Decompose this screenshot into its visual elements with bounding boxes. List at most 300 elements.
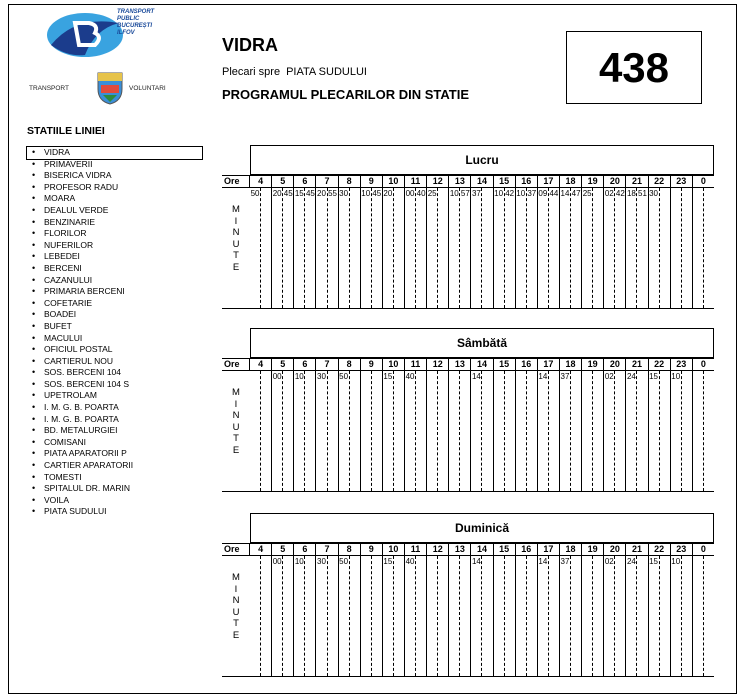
hour-cell: 17 <box>538 359 560 370</box>
departure-minute: 14 <box>560 189 570 198</box>
hour-minutes-column <box>272 556 294 676</box>
departure-minute: 25 <box>582 189 592 198</box>
minutes-subcolumn <box>350 556 360 676</box>
minutes-subcolumn <box>527 371 537 491</box>
hour-minutes-column <box>471 556 493 676</box>
schedule-day-header: Lucru <box>250 145 714 175</box>
minutes-label <box>222 188 250 308</box>
hour-cell: 21 <box>626 359 648 370</box>
departure-minute: 40 <box>405 372 415 381</box>
minutes-subcolumn <box>538 188 549 308</box>
minutes-subcolumn <box>660 371 670 491</box>
hour-minutes-column <box>671 371 693 491</box>
hour-minutes-column <box>316 188 338 308</box>
departure-minute: 37 <box>560 557 570 566</box>
departure-minute: 14 <box>538 557 548 566</box>
hours-row <box>222 175 714 188</box>
hour-cell: 12 <box>427 544 449 555</box>
minutes-subcolumn <box>471 188 482 308</box>
departure-minute: 50 <box>339 557 349 566</box>
station-item: • BOADEI <box>27 309 202 321</box>
minutes-subcolumn <box>272 371 283 491</box>
station-item: • LEBEDEI <box>27 251 202 263</box>
program-title: PROGRAMUL PLECARILOR DIN STATIE <box>222 87 469 102</box>
minutes-subcolumn <box>527 556 537 676</box>
station-item: • OFICIUL POSTAL <box>27 344 202 356</box>
logo-voluntari-text: VOLUNTARI <box>129 85 166 92</box>
minutes-subcolumn <box>626 371 637 491</box>
hour-minutes-column <box>582 556 604 676</box>
hour-minutes-column <box>405 371 427 491</box>
departure-minute: 37 <box>560 372 570 381</box>
hour-minutes-column <box>693 556 714 676</box>
departure-minute: 50 <box>339 372 349 381</box>
minutes-subcolumn <box>571 556 581 676</box>
minutes-subcolumn <box>626 188 637 308</box>
minutes-subcolumn <box>571 371 581 491</box>
minutes-subcolumn <box>671 556 682 676</box>
hour-cell: 22 <box>649 176 671 187</box>
minutes-label-letter: U <box>232 421 240 433</box>
minutes-subcolumn <box>394 188 404 308</box>
departure-minute: 00 <box>272 557 282 566</box>
minutes-subcolumn <box>460 188 470 308</box>
hour-cell: 12 <box>427 359 449 370</box>
station-item: • VIDRA <box>27 147 202 159</box>
station-item: • BD. METALURGIEI <box>27 425 202 437</box>
minutes-subcolumn <box>449 556 460 676</box>
schedule-day-header: Duminică <box>250 513 714 543</box>
hour-minutes-column <box>339 188 361 308</box>
hour-minutes-column <box>383 556 405 676</box>
hour-cell: 6 <box>294 176 316 187</box>
departure-minute: 24 <box>626 372 636 381</box>
minutes-subcolumn <box>494 556 505 676</box>
minutes-label-letter: M <box>232 387 240 398</box>
minutes-subcolumn <box>305 556 315 676</box>
minutes-subcolumn <box>582 556 593 676</box>
station-item: • PIATA SUDULUI <box>27 506 202 518</box>
departure-minute: 02 <box>604 372 614 381</box>
departure-minute: 14 <box>471 557 481 566</box>
minutes-subcolumn <box>482 371 492 491</box>
minutes-label <box>222 556 250 676</box>
company-logo <box>29 9 189 109</box>
hour-cell: 6 <box>294 544 316 555</box>
minutes-subcolumn <box>516 556 527 676</box>
minutes-label-letter: E <box>232 261 240 273</box>
hour-minutes-column <box>560 556 582 676</box>
minutes-label-letter: T <box>233 433 239 444</box>
hour-cell: 20 <box>604 544 626 555</box>
minutes-subcolumn <box>383 556 394 676</box>
departure-minute: 57 <box>460 189 470 198</box>
departure-minute: 37 <box>471 189 481 198</box>
minutes-subcolumn <box>582 371 593 491</box>
minutes-label-letter: I <box>234 583 238 595</box>
hour-cell: 19 <box>582 176 604 187</box>
departure-minute: 30 <box>317 557 326 566</box>
minutes-subcolumn <box>361 371 372 491</box>
station-item: • MACULUI <box>27 333 202 345</box>
hour-cell: 4 <box>250 544 272 555</box>
minutes-subcolumn <box>283 556 293 676</box>
stations-title: STATIILE LINIEI <box>27 125 105 137</box>
hour-cell: 13 <box>449 176 471 187</box>
hour-cell: 10 <box>383 359 405 370</box>
minutes-label-letter: N <box>232 410 240 421</box>
minutes-subcolumn <box>460 371 470 491</box>
station-item: • PIATA APARATORII P <box>27 448 202 460</box>
departure-minute: 00 <box>405 189 415 198</box>
hour-cell: 12 <box>427 176 449 187</box>
departure-minute: 42 <box>615 189 625 198</box>
hour-minutes-column <box>449 188 471 308</box>
minutes-subcolumn <box>516 371 527 491</box>
hour-cell: 8 <box>339 176 361 187</box>
hour-minutes-column <box>494 556 516 676</box>
minutes-label-letter: M <box>232 572 240 583</box>
hour-minutes-column <box>449 556 471 676</box>
minutes-subcolumn <box>649 556 660 676</box>
minutes-subcolumn <box>516 188 527 308</box>
hour-cell: 22 <box>649 359 671 370</box>
minutes-subcolumn <box>615 371 625 491</box>
hour-minutes-column <box>671 556 693 676</box>
station-item: • BENZINARIE <box>27 217 202 229</box>
hour-cell: 22 <box>649 544 671 555</box>
hour-cell: 0 <box>700 176 706 186</box>
hour-minutes-column <box>383 188 405 308</box>
minutes-subcolumn <box>660 188 670 308</box>
hour-minutes-column <box>361 556 383 676</box>
minutes-subcolumn <box>593 556 603 676</box>
minutes-subcolumn <box>671 188 682 308</box>
minutes-label-letter: T <box>233 618 239 629</box>
hours-row <box>222 543 714 556</box>
hour-minutes-column <box>582 371 604 491</box>
hour-cell: 14 <box>471 176 493 187</box>
minutes-subcolumn <box>250 371 261 491</box>
station-item: • SOS. BERCENI 104 S <box>27 379 202 391</box>
station-item: • FLORILOR <box>27 228 202 240</box>
hour-cell: 7 <box>316 544 338 555</box>
minutes-subcolumn <box>250 188 261 308</box>
hour-minutes-column <box>339 556 361 676</box>
departure-minute: 10 <box>294 557 304 566</box>
hour-cell: 5 <box>272 176 294 187</box>
hour-cell: 10 <box>383 176 405 187</box>
minutes-subcolumn <box>394 556 404 676</box>
departure-minute: 14 <box>538 372 548 381</box>
schedule-bottom-border <box>222 676 714 677</box>
minutes-label-letter: I <box>234 215 238 227</box>
minutes-subcolumn <box>593 188 603 308</box>
station-item: • VOILA <box>27 495 202 507</box>
minutes-subcolumn <box>505 371 515 491</box>
station-item: • TOMESTI <box>27 472 202 484</box>
minutes-subcolumn <box>427 556 438 676</box>
minutes-subcolumn <box>416 188 426 308</box>
hour-minutes-column <box>383 371 405 491</box>
hour-minutes-column <box>294 556 316 676</box>
hour-cell: 8 <box>339 359 361 370</box>
minutes-subcolumn <box>604 371 615 491</box>
hour-minutes-column <box>471 188 493 308</box>
departure-minute: 02 <box>604 557 614 566</box>
departure-minute: 14 <box>471 372 481 381</box>
hour-cell: 15 <box>494 176 516 187</box>
hour-minutes-column <box>560 188 582 308</box>
minutes-subcolumn <box>405 188 416 308</box>
station-item: • COFETARIE <box>27 298 202 310</box>
hour-cell: 16 <box>516 176 538 187</box>
minutes-subcolumn <box>383 371 394 491</box>
hour-minutes-column <box>427 371 449 491</box>
minutes-grid <box>222 188 714 308</box>
hour-minutes-column <box>693 371 714 491</box>
departure-minute: 20 <box>317 189 326 198</box>
minutes-subcolumn <box>471 371 482 491</box>
departure-minute: 50 <box>250 189 260 198</box>
hour-label: Ore <box>222 176 250 187</box>
minutes-subcolumn <box>405 371 416 491</box>
hour-minutes-column <box>471 371 493 491</box>
minutes-subcolumn <box>682 188 692 308</box>
hour-cell: 13 <box>449 544 471 555</box>
minutes-subcolumn <box>305 188 315 308</box>
minutes-subcolumn <box>361 188 372 308</box>
minutes-subcolumn <box>538 371 549 491</box>
minutes-subcolumn <box>482 188 492 308</box>
direction-line <box>222 66 367 78</box>
hour-minutes-column <box>604 556 626 676</box>
minutes-subcolumn <box>505 188 515 308</box>
hour-cell: 17 <box>538 176 560 187</box>
minutes-subcolumn <box>316 556 327 676</box>
station-item: • PRIMAVERII <box>27 159 202 171</box>
hour-minutes-column <box>649 371 671 491</box>
hour-cell: 0 <box>700 544 706 554</box>
departure-minute: 15 <box>649 372 659 381</box>
route-number-box: 438 <box>566 31 702 104</box>
minutes-subcolumn <box>328 556 338 676</box>
hour-minutes-column <box>250 188 272 308</box>
hour-cell: 7 <box>316 176 338 187</box>
departure-minute: 24 <box>626 557 636 566</box>
hour-minutes-column <box>604 371 626 491</box>
departure-minute: 00 <box>272 372 282 381</box>
voluntari-crest-icon <box>97 71 123 105</box>
stations-list <box>27 147 202 518</box>
minutes-subcolumn <box>494 371 505 491</box>
minutes-subcolumn <box>615 188 625 308</box>
departure-minute: 37 <box>527 189 537 198</box>
departure-minute: 15 <box>649 557 659 566</box>
hour-label: Ore <box>222 544 250 555</box>
departure-minute: 40 <box>405 557 415 566</box>
hour-cell: 7 <box>316 359 338 370</box>
schedule-day-header: Sâmbătă <box>250 328 714 358</box>
station-item: • MOARA <box>27 193 202 205</box>
departure-minute: 15 <box>383 557 393 566</box>
departure-minute: 10 <box>671 372 681 381</box>
hour-cell: 15 <box>494 359 516 370</box>
minutes-subcolumn <box>250 556 261 676</box>
hour-cell: 21 <box>626 176 648 187</box>
minutes-label-letter: N <box>232 595 240 606</box>
hour-cell: 23 <box>671 359 693 370</box>
station-item: • CAZANULUI <box>27 275 202 287</box>
hour-minutes-column <box>604 188 626 308</box>
station-item: • PRIMARIA BERCENI <box>27 286 202 298</box>
tpbi-logo-icon <box>45 9 125 61</box>
station-item: • SPITALUL DR. MARIN <box>27 483 202 495</box>
minutes-subcolumn <box>339 371 350 491</box>
station-item: • SOS. BERCENI 104 <box>27 367 202 379</box>
hour-minutes-column <box>494 188 516 308</box>
departure-minute: 15 <box>383 372 393 381</box>
hour-minutes-column <box>316 371 338 491</box>
minutes-subcolumn <box>261 556 271 676</box>
departure-minute: 25 <box>427 189 437 198</box>
departure-minute: 45 <box>283 189 293 198</box>
minutes-subcolumn <box>261 188 271 308</box>
minutes-subcolumn <box>316 371 327 491</box>
station-item: • COMISANI <box>27 437 202 449</box>
minutes-subcolumn <box>505 556 515 676</box>
direction-prefix: Plecari spre <box>222 66 281 78</box>
hour-cell: 8 <box>339 544 361 555</box>
hour-minutes-column <box>339 371 361 491</box>
station-item: • I. M. G. B. POARTA <box>27 414 202 426</box>
station-item: • CARTIER APARATORII <box>27 460 202 472</box>
minutes-subcolumn <box>449 371 460 491</box>
station-item: • UPETROLAM <box>27 390 202 402</box>
minutes-subcolumn <box>416 371 426 491</box>
hour-cell: 18 <box>560 176 582 187</box>
station-title: VIDRA <box>222 35 279 55</box>
hour-cell: 18 <box>560 359 582 370</box>
hour-minutes-column <box>626 188 648 308</box>
station-item: • NUFERILOR <box>27 240 202 252</box>
station-item: • I. M. G. B. POARTA <box>27 402 202 414</box>
minutes-subcolumn <box>339 188 350 308</box>
minutes-subcolumn <box>339 556 350 676</box>
hour-cell: 19 <box>582 544 604 555</box>
hour-cell: 5 <box>272 544 294 555</box>
hour-minutes-column <box>316 556 338 676</box>
minutes-subcolumn <box>272 188 283 308</box>
station-item: • PROFESOR RADU <box>27 182 202 194</box>
departure-minute: 20 <box>272 189 282 198</box>
departure-minute: 30 <box>649 189 659 198</box>
hour-cell: 11 <box>405 359 427 370</box>
hour-minutes-column <box>649 556 671 676</box>
hour-minutes-column <box>671 188 693 308</box>
departure-minute: 40 <box>416 189 426 198</box>
minutes-subcolumn <box>328 188 338 308</box>
minutes-subcolumn <box>294 371 305 491</box>
minutes-subcolumn <box>328 371 338 491</box>
departure-minute: 10 <box>516 189 526 198</box>
departure-minute: 18 <box>626 189 636 198</box>
hour-cell: 21 <box>626 544 648 555</box>
hour-cell: 20 <box>604 176 626 187</box>
hour-minutes-column <box>405 188 427 308</box>
departure-minute: 10 <box>361 189 371 198</box>
minutes-subcolumn <box>471 556 482 676</box>
departure-minute: 51 <box>638 189 647 198</box>
hour-minutes-column <box>626 556 648 676</box>
departure-minute: 45 <box>372 189 382 198</box>
minutes-subcolumn <box>693 556 704 676</box>
station-item: • CARTIERUL NOU <box>27 356 202 368</box>
minutes-subcolumn <box>350 371 360 491</box>
minutes-subcolumn <box>283 188 293 308</box>
hour-cell: 23 <box>671 544 693 555</box>
minutes-label-letter: U <box>232 238 240 250</box>
hour-minutes-column <box>516 556 538 676</box>
departure-minute: 20 <box>383 189 393 198</box>
minutes-subcolumn <box>649 371 660 491</box>
station-item: • BUFET <box>27 321 202 333</box>
minutes-subcolumn <box>593 371 603 491</box>
minutes-subcolumn <box>560 556 571 676</box>
minutes-label-letter: I <box>234 398 238 410</box>
hour-cell: 15 <box>494 544 516 555</box>
minutes-grid <box>222 371 714 491</box>
hour-minutes-column <box>538 371 560 491</box>
minutes-subcolumn <box>283 371 293 491</box>
hour-minutes-column <box>626 371 648 491</box>
hour-minutes-column <box>405 556 427 676</box>
hour-cell: 14 <box>471 544 493 555</box>
hour-minutes-column <box>427 188 449 308</box>
hour-minutes-column <box>250 556 272 676</box>
hour-cell: 9 <box>361 359 383 370</box>
minutes-subcolumn <box>527 188 537 308</box>
hour-minutes-column <box>516 371 538 491</box>
schedule-bottom-border <box>222 491 714 492</box>
hour-minutes-column <box>272 371 294 491</box>
minutes-subcolumn <box>649 188 660 308</box>
hour-cell: 10 <box>383 544 405 555</box>
minutes-subcolumn <box>316 188 327 308</box>
minutes-label-letter: M <box>232 204 240 215</box>
minutes-subcolumn <box>438 188 448 308</box>
hour-minutes-column <box>516 188 538 308</box>
minutes-subcolumn <box>494 188 505 308</box>
logo-brand-text: TRANSPORT PUBLIC BUCUREȘTI ILFOV <box>117 9 155 36</box>
hour-minutes-column <box>427 556 449 676</box>
hour-cell: 9 <box>361 544 383 555</box>
minutes-label-letter: T <box>233 250 239 261</box>
departure-minute: 10 <box>671 557 681 566</box>
hour-cell: 19 <box>582 359 604 370</box>
minutes-subcolumn <box>637 371 647 491</box>
departure-minute: 47 <box>571 189 581 198</box>
minutes-subcolumn <box>682 371 692 491</box>
hour-minutes-column <box>582 188 604 308</box>
hour-minutes-column <box>494 371 516 491</box>
hour-minutes-column <box>361 188 383 308</box>
hour-cell: 11 <box>405 176 427 187</box>
hour-minutes-column <box>250 371 272 491</box>
minutes-label <box>222 371 250 491</box>
hour-cell: 17 <box>538 544 560 555</box>
minutes-subcolumn <box>693 188 704 308</box>
